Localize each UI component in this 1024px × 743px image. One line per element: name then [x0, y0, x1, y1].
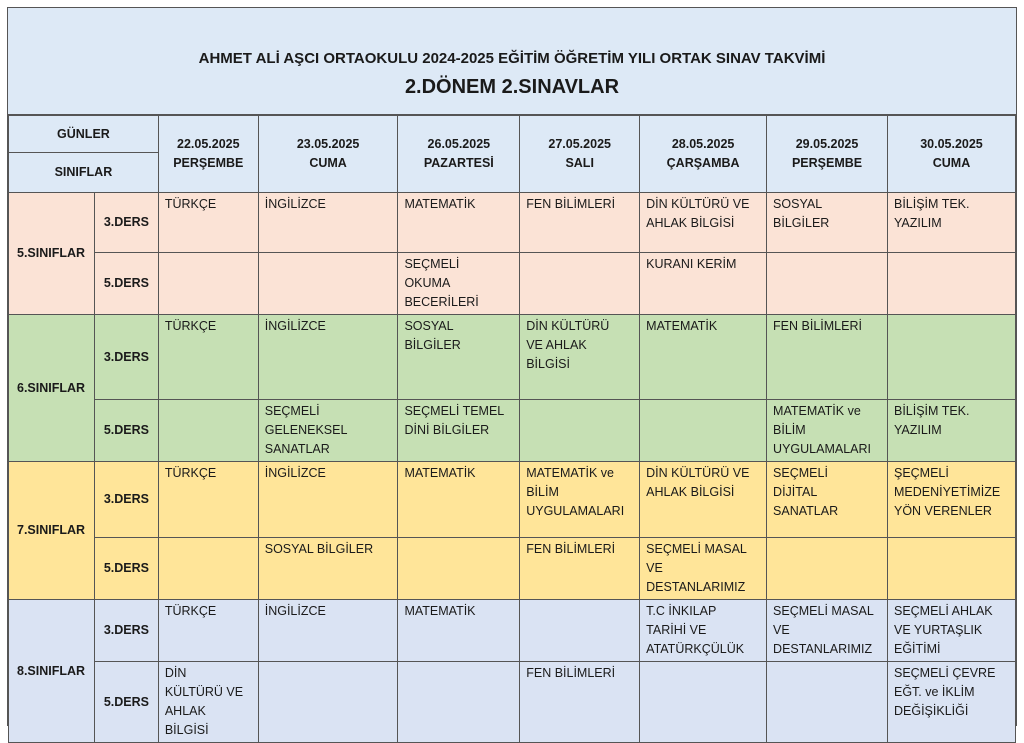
exam-cell: [258, 315, 398, 400]
exam-subject: FEN BİLİMLERİ: [526, 542, 616, 556]
exam-subject: FEN BİLİMLERİ: [526, 666, 616, 680]
exam-subject: ŞEÇMELİ MEDENİYETİMİZE YÖN VERENLER: [893, 466, 1001, 518]
exam-cell: [398, 315, 520, 400]
exam-cell: [640, 400, 767, 462]
lesson-period-label: 3.DERS: [94, 462, 158, 538]
exam-subject: T.C İNKILAP TARİHİ VE ATATÜRKÇÜLÜK: [646, 604, 745, 656]
exam-subject: DİN KÜLTÜRÜ VE AHLAK BİLGİSİ: [646, 197, 750, 230]
exam-subject: FEN BİLİMLERİ: [773, 319, 862, 333]
exam-subject: TÜRKÇE: [164, 466, 217, 480]
exam-cell: [640, 315, 767, 400]
table-row: [9, 462, 1016, 538]
exam-subject: TÜRKÇE: [164, 197, 217, 211]
exam-subject: DİN KÜLTÜRÜ VE AHLAK BİLGİSİ: [164, 666, 244, 737]
table-row: [9, 253, 1016, 315]
exam-subject: MATEMATİK ve BİLİM UYGULAMALARI: [773, 404, 871, 456]
exam-cell: [158, 662, 258, 743]
day-name: PERŞEMBE: [173, 156, 244, 170]
exam-subject: SOSYAL BİLGİLER: [264, 542, 374, 556]
exam-cell: [258, 538, 398, 600]
term-title: 2.DÖNEM 2.SINAVLAR: [404, 76, 620, 98]
day-header: [887, 116, 1015, 193]
exam-cell: [158, 462, 258, 538]
day-date: 26.05.2025: [427, 137, 491, 151]
exam-subject: TÜRKÇE: [164, 604, 217, 618]
exam-cell: [767, 662, 888, 743]
exam-subject: SOSYAL BİLGİLER: [404, 319, 461, 352]
day-header: [258, 116, 398, 193]
exam-cell: [158, 315, 258, 400]
table-row: [9, 193, 1016, 253]
lesson-period-label: 3.DERS: [94, 193, 158, 253]
exam-cell: [398, 538, 520, 600]
exam-cell: [520, 400, 640, 462]
exam-subject: SEÇMELİ MASAL VE DESTANLARIMIZ: [646, 542, 747, 594]
exam-subject: İNGİLİZCE: [264, 604, 326, 618]
exam-subject: MATEMATİK: [404, 604, 476, 618]
exam-cell: [258, 253, 398, 315]
exam-cell: [258, 600, 398, 662]
exam-subject: SEÇMELİ DİJİTAL SANATLAR: [773, 466, 839, 518]
day-name: ÇARŞAMBA: [666, 156, 740, 170]
exam-cell: [158, 193, 258, 253]
exam-cell: [258, 400, 398, 462]
exam-subject: SEÇMELİ TEMEL DİNİ BİLGİLER: [404, 404, 505, 437]
lesson-period-label: 5.DERS: [94, 400, 158, 462]
lesson-period-label: 3.DERS: [94, 315, 158, 400]
exam-subject: MATEMATİK: [404, 466, 476, 480]
exam-cell: [398, 462, 520, 538]
day-header: [520, 116, 640, 193]
exam-subject: SOSYAL BİLGİLER: [773, 197, 830, 230]
exam-subject: DİN KÜLTÜRÜ VE AHLAK BİLGİSİ: [526, 319, 610, 371]
exam-cell: [520, 315, 640, 400]
schedule-sheet: [7, 7, 1017, 737]
day-date: 29.05.2025: [795, 137, 859, 151]
exam-cell: [887, 193, 1015, 253]
day-date: 22.05.2025: [177, 137, 240, 151]
exam-cell: [887, 462, 1015, 538]
exam-cell: [158, 600, 258, 662]
day-header: [767, 116, 888, 193]
table-row: [9, 538, 1016, 600]
exam-subject: SEÇMELİ MASAL VE DESTANLARIMIZ: [773, 604, 874, 656]
exam-subject: MATEMATİK: [646, 319, 718, 333]
exam-cell: [887, 538, 1015, 600]
exam-cell: [158, 253, 258, 315]
exam-subject: MATEMATİK: [404, 197, 476, 211]
exam-subject: BİLİŞİM TEK. YAZILIM: [893, 404, 970, 437]
exam-cell: [398, 400, 520, 462]
exam-subject: SEÇMELİ AHLAK VE YURTAŞLIK EĞİTİMİ: [893, 604, 993, 656]
exam-subject: FEN BİLİMLERİ: [526, 197, 616, 211]
day-date: 30.05.2025: [920, 137, 983, 151]
day-name: PAZARTESİ: [423, 156, 494, 170]
exam-cell: [520, 538, 640, 600]
exam-cell: [258, 193, 398, 253]
exam-subject: SEÇMELİ ÇEVRE EĞT. ve İKLİM DEĞİŞİKLİĞİ: [893, 666, 996, 718]
table-row: [9, 400, 1016, 462]
exam-subject: İNGİLİZCE: [264, 319, 326, 333]
lesson-period-label: 3.DERS: [94, 600, 158, 662]
lesson-period-label: 5.DERS: [94, 662, 158, 743]
exam-cell: [640, 253, 767, 315]
exam-schedule-table: [8, 115, 1016, 743]
exam-subject: TÜRKÇE: [164, 319, 217, 333]
exam-cell: [640, 462, 767, 538]
siniflar-label: SINIFLAR: [9, 153, 159, 193]
class-group-label: 5.SINIFLAR: [9, 193, 95, 315]
class-group-label: 6.SINIFLAR: [9, 315, 95, 462]
exam-cell: [887, 662, 1015, 743]
class-group-label: 8.SINIFLAR: [9, 600, 95, 743]
exam-cell: [640, 538, 767, 600]
exam-cell: [887, 400, 1015, 462]
day-name: CUMA: [932, 156, 971, 170]
exam-cell: [767, 315, 888, 400]
lesson-period-label: 5.DERS: [94, 253, 158, 315]
exam-subject: İNGİLİZCE: [264, 197, 326, 211]
exam-cell: [520, 462, 640, 538]
exam-cell: [767, 538, 888, 600]
exam-cell: [158, 400, 258, 462]
exam-cell: [258, 462, 398, 538]
exam-cell: [640, 193, 767, 253]
exam-subject: İNGİLİZCE: [264, 466, 326, 480]
exam-cell: [520, 600, 640, 662]
exam-cell: [887, 253, 1015, 315]
class-group-label: 7.SINIFLAR: [9, 462, 95, 600]
day-date: 28.05.2025: [671, 137, 735, 151]
exam-cell: [520, 253, 640, 315]
exam-subject: SEÇMELİ OKUMA BECERİLERİ: [404, 257, 479, 309]
day-header: [640, 116, 767, 193]
table-row: [9, 662, 1016, 743]
day-name: SALI: [565, 156, 594, 170]
exam-cell: [767, 253, 888, 315]
exam-subject: DİN KÜLTÜRÜ VE AHLAK BİLGİSİ: [646, 466, 750, 499]
lesson-period-label: 5.DERS: [94, 538, 158, 600]
exam-cell: [767, 600, 888, 662]
day-date: 23.05.2025: [296, 137, 360, 151]
exam-cell: [640, 600, 767, 662]
exam-cell: [398, 193, 520, 253]
exam-cell: [258, 662, 398, 743]
exam-subject: MATEMATİK ve BİLİM UYGULAMALARI: [526, 466, 625, 518]
exam-subject: SEÇMELİ GELENEKSEL SANATLAR: [264, 404, 348, 456]
exam-subject: KURANI KERİM: [646, 257, 737, 271]
day-name: PERŞEMBE: [791, 156, 863, 170]
exam-cell: [640, 662, 767, 743]
title-block: [8, 8, 1016, 115]
day-header: [158, 116, 258, 193]
day-header: [398, 116, 520, 193]
exam-cell: [398, 253, 520, 315]
exam-cell: [887, 600, 1015, 662]
exam-subject: BİLİŞİM TEK. YAZILIM: [893, 197, 970, 230]
exam-cell: [520, 193, 640, 253]
exam-cell: [520, 662, 640, 743]
day-date: 27.05.2025: [548, 137, 611, 151]
exam-cell: [767, 193, 888, 253]
exam-cell: [767, 400, 888, 462]
table-row: [9, 315, 1016, 400]
day-name: CUMA: [309, 156, 347, 170]
exam-cell: [398, 600, 520, 662]
gunler-label: GÜNLER: [9, 116, 159, 153]
exam-cell: [767, 462, 888, 538]
exam-cell: [398, 662, 520, 743]
school-title: AHMET ALİ AŞCI ORTAOKULU 2024-2025 EĞİTİM ÖĞRETİM YILI ORTAK SINAV TAKVİMİ: [198, 50, 826, 67]
table-row: [9, 600, 1016, 662]
exam-cell: [158, 538, 258, 600]
exam-cell: [887, 315, 1015, 400]
